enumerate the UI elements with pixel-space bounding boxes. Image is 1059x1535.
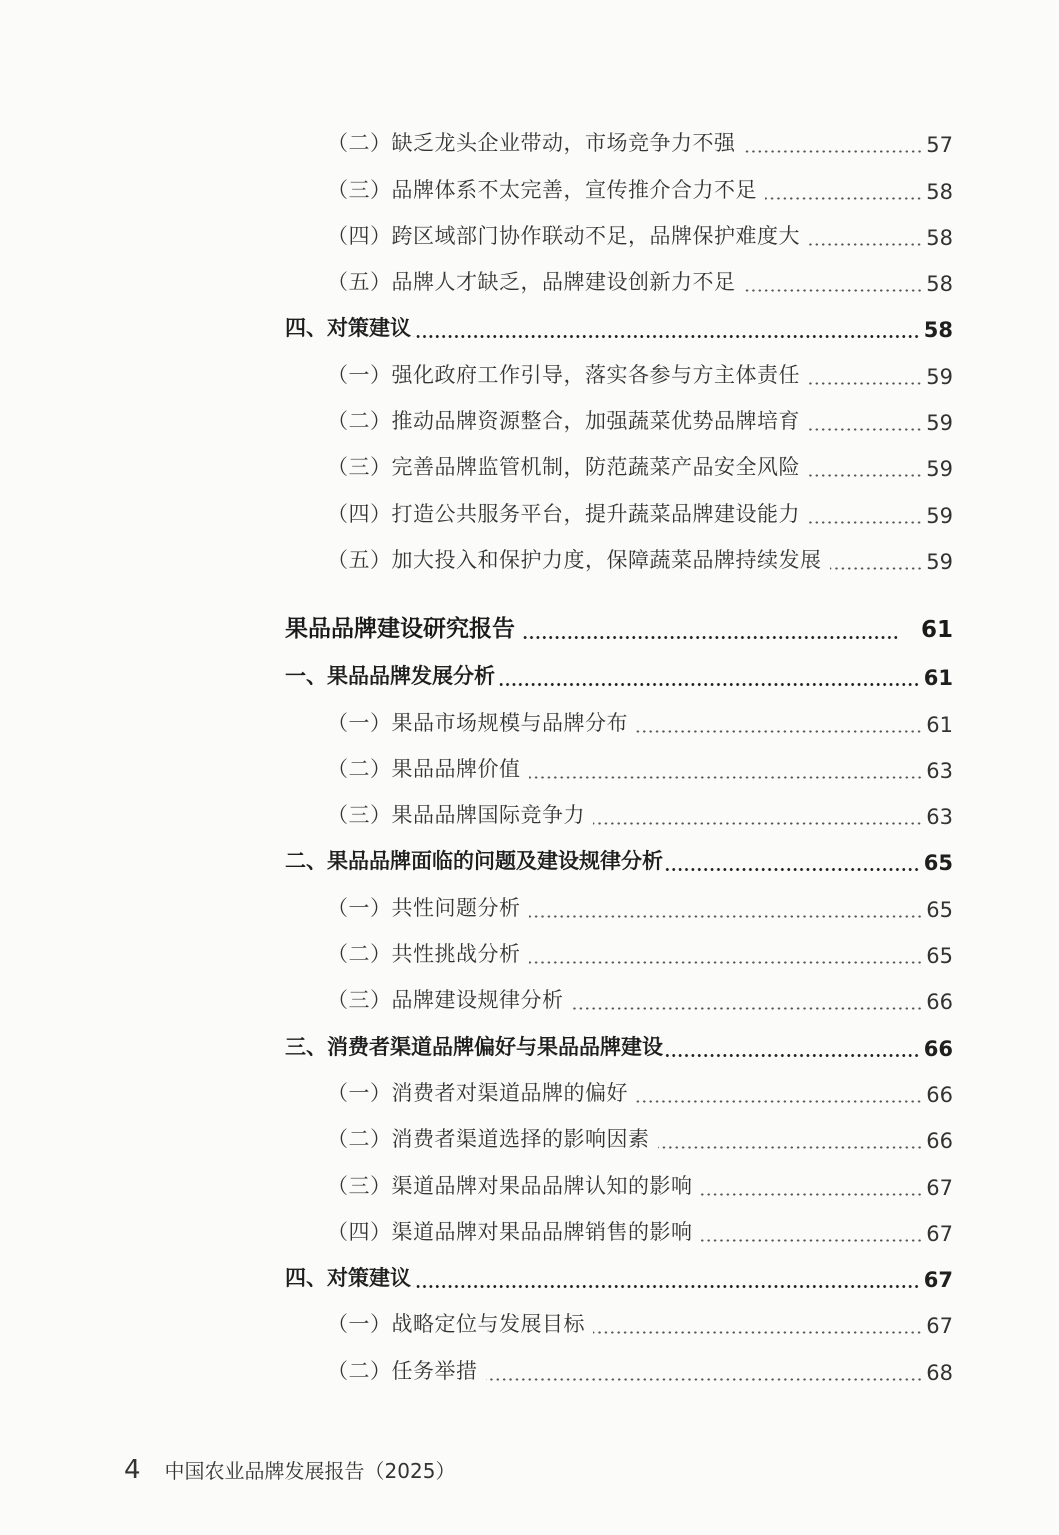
toc-entry-label: （二）消费者渠道选择的影响因素 bbox=[327, 1127, 650, 1152]
toc-entry-sub bbox=[285, 979, 953, 1025]
toc-entry-label: （四）渠道品牌对果品品牌销售的影响 bbox=[327, 1219, 693, 1244]
toc-dot-leader bbox=[808, 521, 922, 524]
toc-entry-label: 果品品牌建设研究报告 bbox=[285, 615, 515, 642]
toc-entry-page: 67 bbox=[923, 1268, 953, 1293]
toc-entry-page: 67 bbox=[926, 1175, 953, 1200]
page-footer bbox=[124, 1455, 455, 1485]
toc-dot-leader bbox=[593, 1331, 922, 1334]
toc-dot-leader bbox=[665, 1054, 920, 1057]
toc-entry-sub bbox=[285, 539, 953, 585]
toc-entry-label: （二）推动品牌资源整合，加强蔬菜优势品牌培育 bbox=[327, 409, 800, 434]
toc-entry-sub bbox=[285, 1211, 953, 1257]
toc-entry-label: （二）缺乏龙头企业带动，市场竞争力不强 bbox=[327, 131, 736, 156]
toc-entry-page: 66 bbox=[926, 990, 953, 1015]
toc-entry-page: 61 bbox=[923, 666, 953, 691]
toc-dot-leader bbox=[744, 150, 923, 153]
toc-entry-sub bbox=[285, 1118, 953, 1164]
toc-entry-page: 58 bbox=[926, 179, 953, 204]
toc-dot-leader bbox=[636, 730, 922, 733]
toc-entry-label: （五）加大投入和保护力度，保障蔬菜品牌持续发展 bbox=[327, 547, 822, 572]
toc-dot-leader bbox=[701, 1193, 923, 1196]
toc-entry-label: 四、对策建议 bbox=[285, 316, 411, 341]
toc-entry-sub bbox=[285, 1349, 953, 1395]
toc-entry-sec bbox=[285, 840, 953, 886]
toc-dot-leader bbox=[529, 961, 923, 964]
toc-dot-leader bbox=[636, 1100, 922, 1103]
toc-entry-sub bbox=[285, 446, 953, 492]
toc-entry-page: 65 bbox=[923, 851, 953, 876]
toc-entry-page: 66 bbox=[923, 1036, 953, 1061]
toc-entry-sub bbox=[285, 748, 953, 794]
toc-entry-page: 61 bbox=[920, 616, 953, 643]
toc-entry-page: 59 bbox=[926, 503, 953, 528]
toc-entry-label: （三）渠道品牌对果品品牌认知的影响 bbox=[327, 1173, 693, 1198]
toc-entry-label: （二）任务举措 bbox=[327, 1358, 478, 1383]
footer-page-number: 4 bbox=[124, 1455, 141, 1485]
toc-entry-page: 68 bbox=[926, 1360, 953, 1385]
toc-entry-sub bbox=[285, 261, 953, 307]
toc-entry-label: （四）跨区域部门协作联动不足，品牌保护难度大 bbox=[327, 223, 800, 248]
toc-entry-sub bbox=[285, 701, 953, 747]
toc-entry-label: （四）打造公共服务平台，提升蔬菜品牌建设能力 bbox=[327, 501, 800, 526]
toc-entry-page: 63 bbox=[926, 758, 953, 783]
toc-entry-sub bbox=[285, 122, 953, 168]
toc-entry-label: 二、果品品牌面临的问题及建设规律分析 bbox=[285, 849, 663, 874]
toc-entry-chapter bbox=[285, 585, 953, 655]
toc-dot-leader bbox=[808, 474, 922, 477]
toc-entry-sub bbox=[285, 1303, 953, 1349]
toc-dot-leader bbox=[413, 335, 920, 338]
footer-book-title: 中国农业品牌发展报告（2025） bbox=[164, 1459, 456, 1483]
toc-entry-page: 63 bbox=[926, 805, 953, 830]
toc-dot-leader bbox=[665, 868, 920, 871]
toc-dot-leader bbox=[765, 197, 922, 200]
toc-dot-leader bbox=[529, 776, 923, 779]
table-of-contents bbox=[285, 122, 953, 1396]
toc-entry-label: （三）果品品牌国际竞争力 bbox=[327, 803, 585, 828]
toc-dot-leader bbox=[744, 289, 923, 292]
toc-entry-page: 57 bbox=[926, 133, 953, 158]
toc-dot-leader bbox=[486, 1378, 923, 1381]
toc-entry-sub bbox=[285, 353, 953, 399]
toc-entry-label: （二）果品品牌价值 bbox=[327, 756, 521, 781]
toc-entry-sub bbox=[285, 933, 953, 979]
toc-entry-page: 65 bbox=[926, 944, 953, 969]
toc-entry-sub bbox=[285, 215, 953, 261]
toc-dot-leader bbox=[701, 1239, 923, 1242]
toc-entry-label: （三）完善品牌监管机制，防范蔬菜产品安全风险 bbox=[327, 455, 800, 480]
toc-entry-label: （三）品牌体系不太完善，宣传推介合力不足 bbox=[327, 177, 757, 202]
toc-entry-label: （一）消费者对渠道品牌的偏好 bbox=[327, 1080, 628, 1105]
toc-entry-page: 58 bbox=[926, 225, 953, 250]
toc-dot-leader bbox=[593, 822, 922, 825]
toc-entry-sub bbox=[285, 794, 953, 840]
toc-dot-leader bbox=[808, 243, 922, 246]
toc-entry-page: 67 bbox=[926, 1314, 953, 1339]
toc-entry-page: 66 bbox=[926, 1129, 953, 1154]
toc-entry-label: （一）强化政府工作引导，落实各参与方主体责任 bbox=[327, 362, 800, 387]
toc-entry-sub bbox=[285, 168, 953, 214]
toc-dot-leader bbox=[808, 382, 922, 385]
toc-dot-leader bbox=[413, 1285, 920, 1288]
toc-entry-page: 61 bbox=[926, 712, 953, 737]
toc-entry-sub bbox=[285, 886, 953, 932]
toc-entry-page: 59 bbox=[926, 457, 953, 482]
toc-entry-sec bbox=[285, 1257, 953, 1303]
toc-entry-page: 58 bbox=[923, 318, 953, 343]
toc-dot-leader bbox=[830, 567, 923, 570]
toc-entry-sub bbox=[285, 400, 953, 446]
toc-entry-sec bbox=[285, 655, 953, 701]
toc-entry-label: 四、对策建议 bbox=[285, 1266, 411, 1291]
toc-entry-sub bbox=[285, 1072, 953, 1118]
toc-dot-leader bbox=[529, 915, 923, 918]
toc-entry-label: （一）果品市场规模与品牌分布 bbox=[327, 710, 628, 735]
toc-entry-label: （二）共性挑战分析 bbox=[327, 942, 521, 967]
toc-entry-page: 59 bbox=[926, 549, 953, 574]
toc-entry-label: （三）品牌建设规律分析 bbox=[327, 988, 564, 1013]
toc-dot-leader bbox=[808, 428, 922, 431]
toc-entry-page: 59 bbox=[926, 411, 953, 436]
toc-entry-sec bbox=[285, 1025, 953, 1071]
toc-entry-label: 一、果品品牌发展分析 bbox=[285, 664, 495, 689]
toc-dot-leader bbox=[523, 636, 899, 639]
toc-dot-leader bbox=[658, 1146, 923, 1149]
toc-entry-label: （一）战略定位与发展目标 bbox=[327, 1312, 585, 1337]
toc-entry-page: 67 bbox=[926, 1221, 953, 1246]
toc-dot-leader bbox=[497, 683, 920, 686]
toc-entry-page: 66 bbox=[926, 1082, 953, 1107]
toc-entry-sub bbox=[285, 1164, 953, 1210]
toc-entry-sec bbox=[285, 307, 953, 353]
toc-entry-page: 59 bbox=[926, 364, 953, 389]
toc-entry-sub bbox=[285, 492, 953, 538]
toc-entry-label: （一）共性问题分析 bbox=[327, 895, 521, 920]
toc-entry-page: 58 bbox=[926, 272, 953, 297]
toc-entry-label: 三、消费者渠道品牌偏好与果品品牌建设 bbox=[285, 1034, 663, 1059]
toc-dot-leader bbox=[572, 1007, 923, 1010]
toc-entry-page: 65 bbox=[926, 897, 953, 922]
toc-entry-label: （五）品牌人才缺乏，品牌建设创新力不足 bbox=[327, 270, 736, 295]
